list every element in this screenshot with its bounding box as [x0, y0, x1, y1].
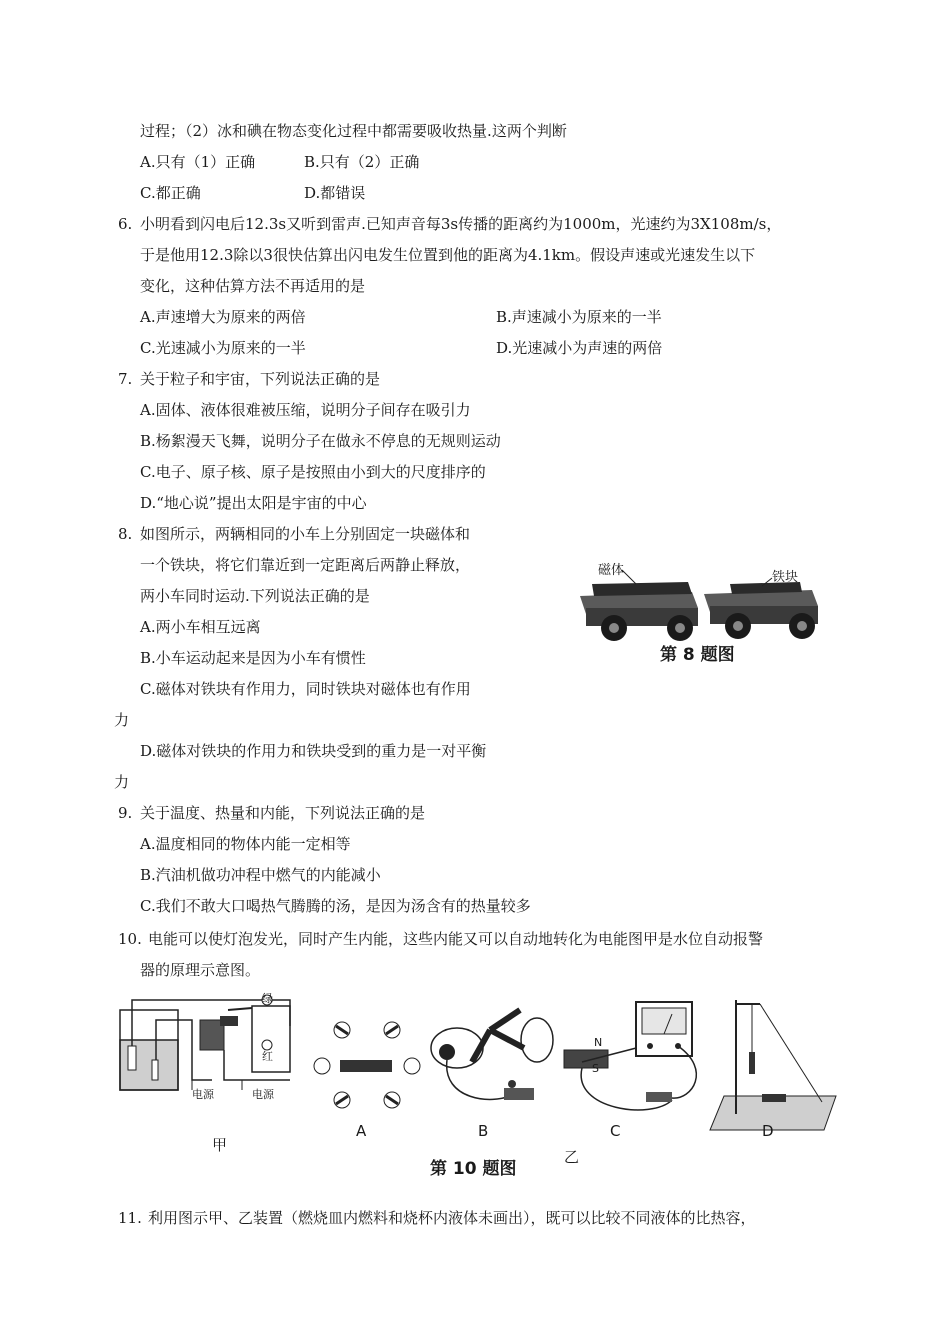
q6-option-b: B.声速减小为原来的一半 — [496, 308, 662, 326]
q7-number: 7. — [118, 370, 133, 388]
label-magnet: 磁体 — [598, 563, 625, 578]
q8-stem-line3: 两小车同时运动.下列说法正确的是 — [140, 587, 370, 605]
q5-option-d: D.都错误 — [304, 184, 366, 202]
q8-number: 8. — [118, 525, 133, 543]
stand-diagram — [710, 1000, 836, 1130]
q10-figure-caption: 第 10 题图 — [430, 1159, 517, 1179]
q10-number: 10. — [118, 930, 142, 948]
q5-option-c: C.都正确 — [140, 184, 201, 202]
alarm-circuit-diagram — [120, 995, 290, 1090]
q5-option-b: B.只有（2）正确 — [304, 153, 420, 171]
q6-option-a: A.声速增大为原来的两倍 — [140, 308, 306, 326]
compass-diagram — [314, 1022, 420, 1108]
q6-stem-line1: 小明看到闪电后12.3s又听到雷声.已知声音每3s传播的距离约为1000m，光速约为3X108m/s， — [140, 215, 782, 233]
q7-option-a: A.固体、液体很难被压缩，说明分子间存在吸引力 — [140, 401, 471, 419]
q8-figure-caption: 第 8 题图 — [660, 645, 735, 665]
q5-continuation: 过程；（2）冰和碘在物态变化过程中都需要吸收热量.这两个判断 — [140, 122, 567, 140]
q8-option-d-line1: D.磁体对铁块的作用力和铁块受到的重力是一对平衡 — [140, 742, 487, 760]
q10-figure — [112, 990, 844, 1178]
fan-generator-diagram — [431, 1010, 553, 1100]
q6-stem-line3: 变化，这种估算方法不再适用的是 — [140, 277, 366, 295]
label-jia: 甲 — [212, 1136, 228, 1154]
q11-stem-line1: 利用图示甲、乙装置（燃烧皿内燃料和烧杯内液体未画出），既可以比较不同液体的比热容， — [148, 1209, 756, 1227]
label-red-light: 红 — [262, 1050, 273, 1063]
q11-number: 11. — [118, 1209, 142, 1227]
q9-number: 9. — [118, 804, 133, 822]
q9-option-b: B.汽油机做功冲程中燃气的内能减小 — [140, 866, 381, 884]
q8-option-c-line2: 力 — [114, 711, 130, 729]
q8-figure-carts — [572, 556, 842, 666]
galvanometer-diagram — [564, 1002, 696, 1110]
q10-stem-line1: 电能可以使灯泡发光，同时产生内能，这些内能又可以自动地转化为电能图甲是水位自动报警 — [148, 930, 764, 948]
q7-stem: 关于粒子和宇宙，下列说法正确的是 — [140, 370, 381, 388]
q6-number: 6. — [118, 215, 133, 233]
q8-stem-line1: 如图所示，两辆相同的小车上分别固定一块磁体和 — [140, 525, 471, 543]
q9-option-c: C.我们不敢大口喝热气腾腾的汤，是因为汤含有的热量较多 — [140, 897, 531, 915]
label-c: C — [610, 1122, 621, 1140]
q6-option-d: D.光速减小为声速的两倍 — [496, 339, 663, 357]
q10-stem-line2: 器的原理示意图。 — [140, 961, 261, 979]
label-north-pole: N — [594, 1036, 603, 1049]
q8-option-a: A.两小车相互远离 — [140, 618, 261, 636]
q6-option-c: C.光速减小为原来的一半 — [140, 339, 306, 357]
label-iron-block: 铁块 — [772, 570, 799, 585]
q8-stem-line2: 一个铁块，将它们靠近到一定距离后两静止释放， — [140, 556, 471, 574]
q6-stem-line2: 于是他用12.3除以3很快估算出闪电发生位置到他的距离为4.1km。假设声速或光速发生以下 — [140, 246, 756, 264]
q7-option-c: C.电子、原子核、原子是按照由小到大的尺度排序的 — [140, 463, 486, 481]
q7-option-b: B.杨絮漫天飞舞，说明分子在做永不停息的无规则运动 — [140, 432, 501, 450]
label-green-light: 绿 — [262, 992, 273, 1005]
label-power-supply-2: 电源 — [252, 1088, 274, 1101]
q8-option-c-line1: C.磁体对铁块有作用力，同时铁块对磁体也有作用 — [140, 680, 471, 698]
q8-option-b: B.小车运动起来是因为小车有惯性 — [140, 649, 366, 667]
label-power-supply-1: 电源 — [192, 1088, 214, 1101]
q9-option-a: A.温度相同的物体内能一定相等 — [140, 835, 351, 853]
q8-option-d-line2: 力 — [114, 773, 130, 791]
q5-option-a: A.只有（1）正确 — [140, 153, 256, 171]
label-b: B — [478, 1122, 489, 1140]
label-d: D — [762, 1122, 774, 1140]
q7-option-d: D.“地心说”提出太阳是宇宙的中心 — [140, 494, 367, 512]
label-south-pole: S — [592, 1062, 599, 1075]
label-a: A — [356, 1122, 367, 1140]
q9-stem: 关于温度、热量和内能，下列说法正确的是 — [140, 804, 426, 822]
label-yi: 乙 — [564, 1148, 580, 1166]
